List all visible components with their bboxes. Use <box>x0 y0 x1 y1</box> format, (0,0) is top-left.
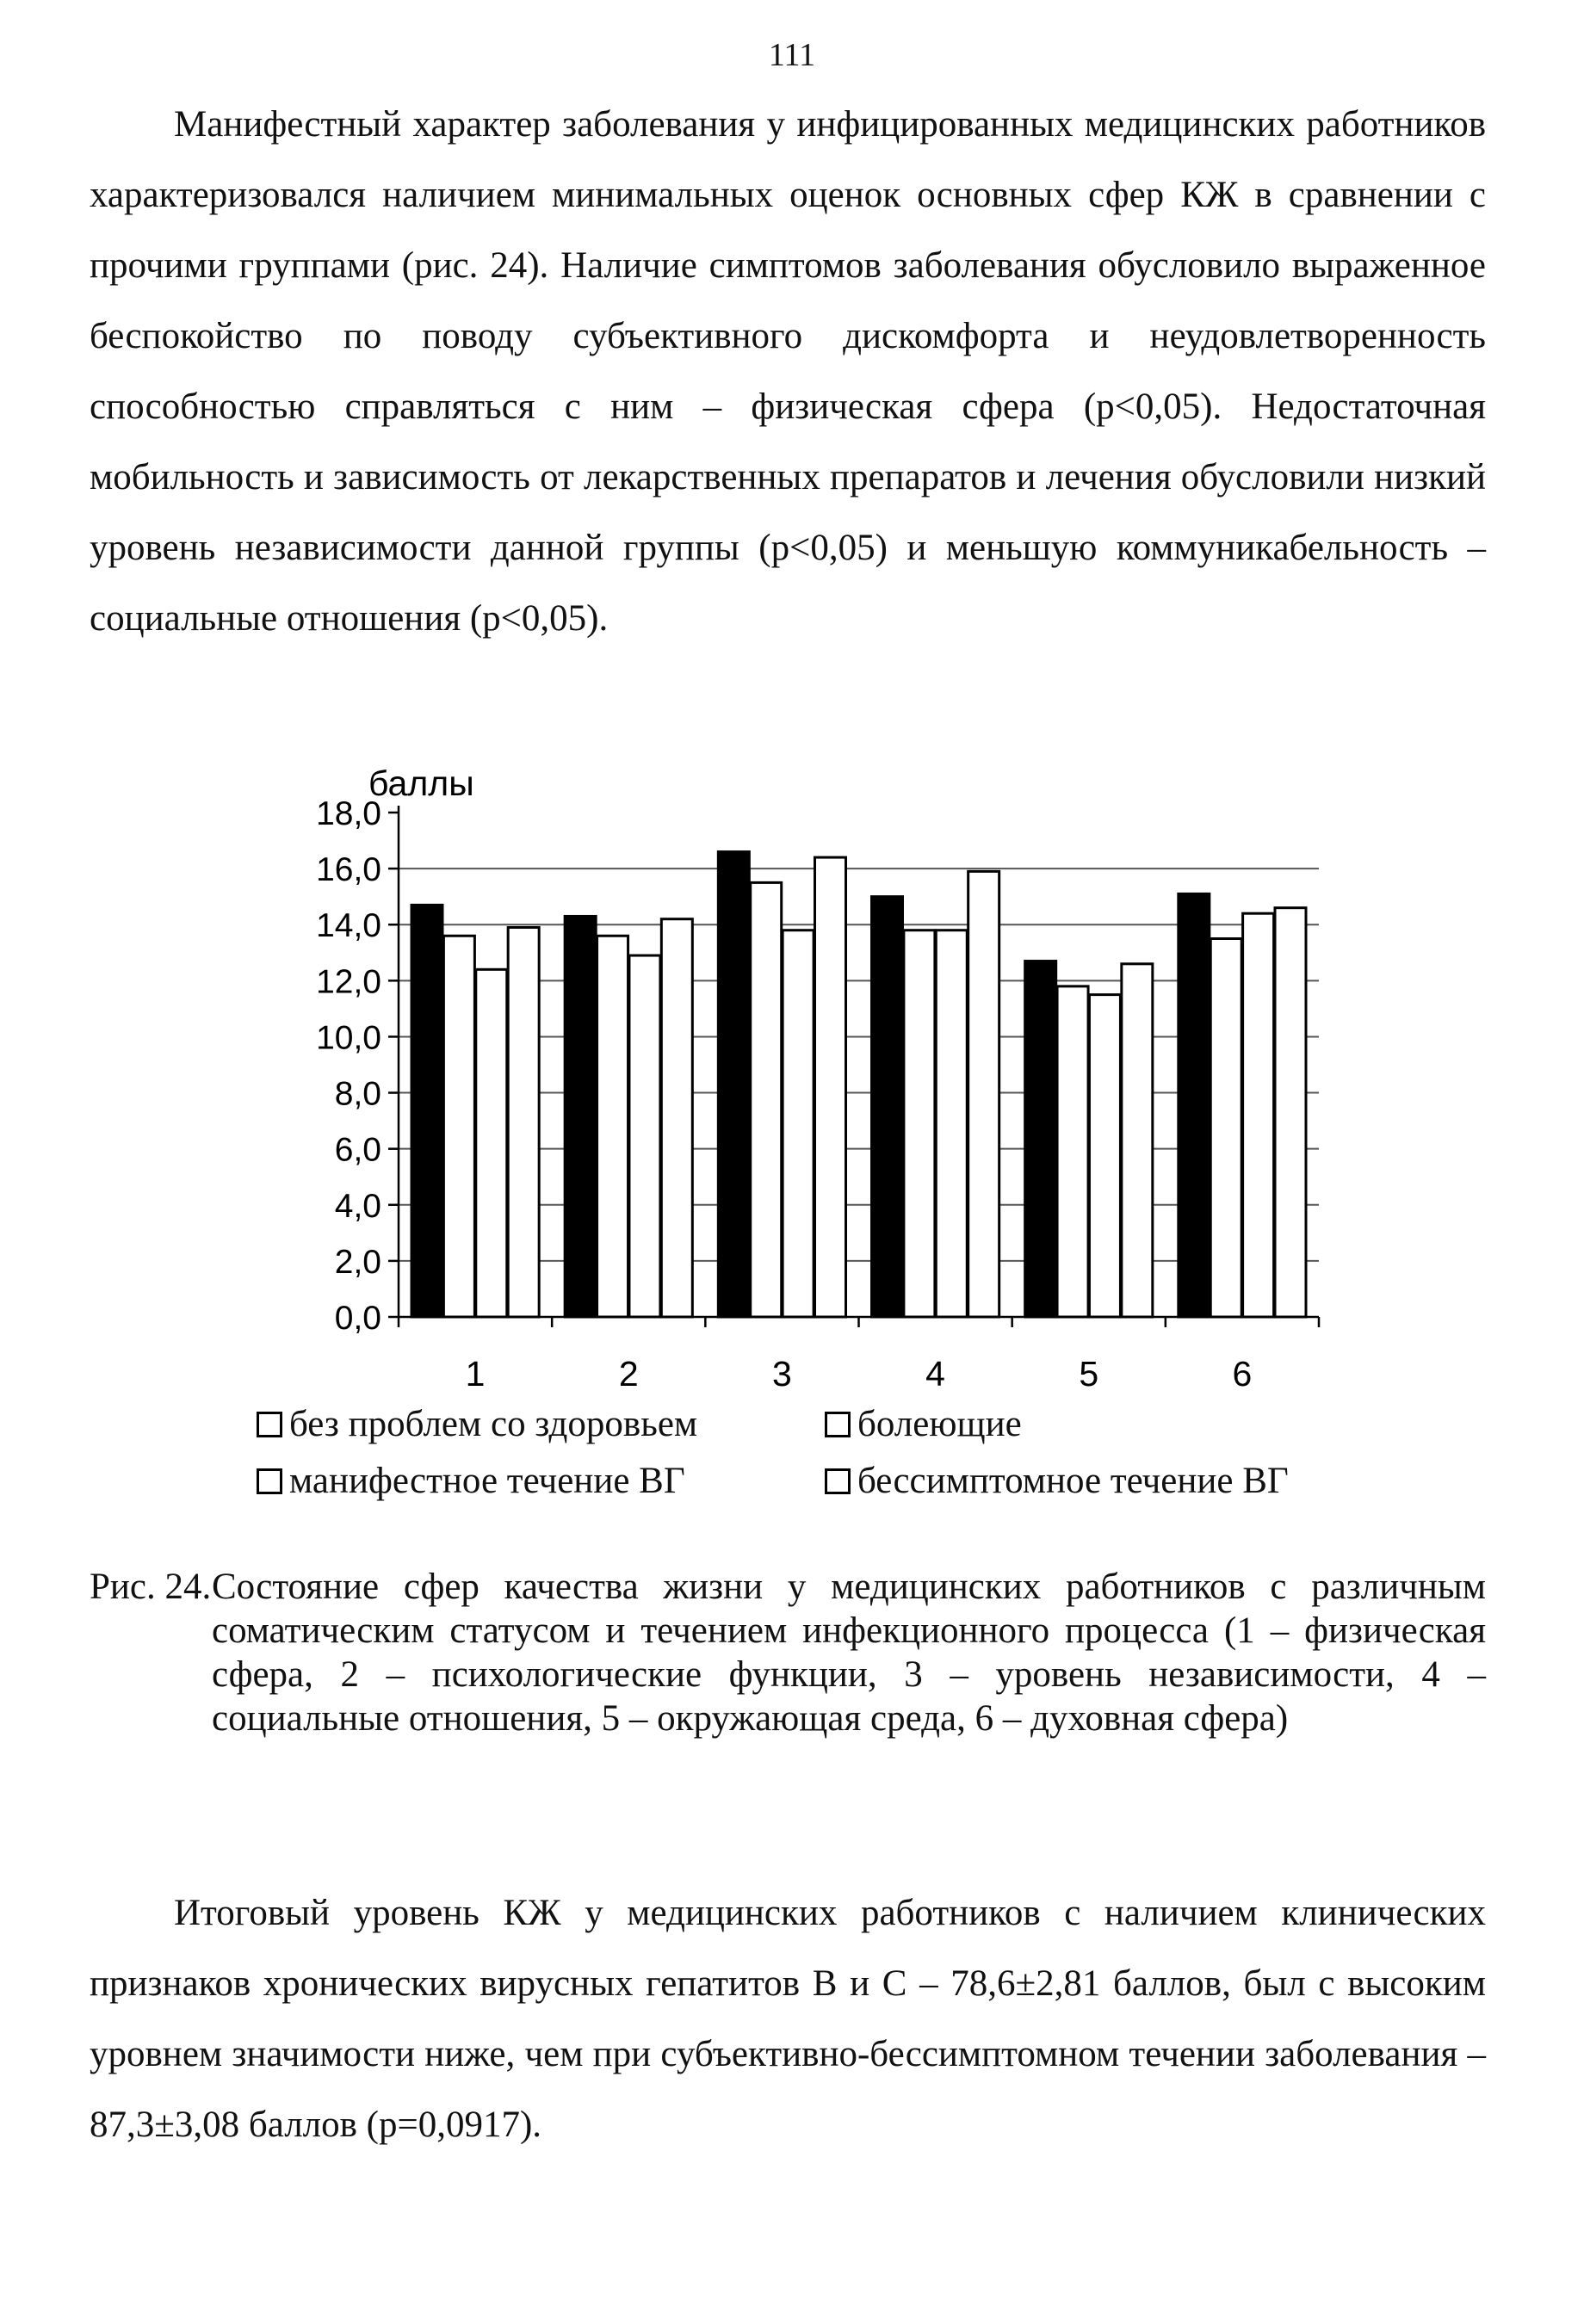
legend-label: манифестное течение ВГ <box>289 1461 685 1501</box>
legend-swatch-white <box>257 1468 282 1494</box>
page-number: 111 <box>768 37 816 73</box>
y-tick-label: 4,0 <box>334 1187 381 1225</box>
y-tick-label: 16,0 <box>316 851 381 889</box>
chart-svg <box>0 757 1584 1532</box>
bar-series-2-cat-1 <box>476 969 507 1317</box>
y-tick-label: 14,0 <box>316 907 381 945</box>
bar-series-2-cat-4 <box>936 930 967 1317</box>
x-tick-label: 6 <box>1232 1354 1253 1394</box>
legend-item-no-health-problems <box>257 1406 697 1443</box>
bar-series-1-cat-1 <box>443 936 474 1317</box>
y-tick-label: 8,0 <box>334 1075 381 1113</box>
legend-item-asymptomatic <box>825 1462 1289 1499</box>
bar-series-2-cat-3 <box>783 930 814 1317</box>
y-axis-unit-label: баллы <box>368 763 474 803</box>
x-tick-label: 5 <box>1079 1354 1099 1394</box>
bar-series-0-cat-3 <box>718 852 749 1317</box>
paragraph-conclusion <box>90 1878 1486 2160</box>
figure-label: Рис. 24. <box>90 1567 212 1607</box>
legend-label: без проблем со здоровьем <box>289 1404 698 1444</box>
bar-series-0-cat-4 <box>872 897 903 1317</box>
legend-item-manifest <box>257 1462 685 1499</box>
y-tick-label: 12,0 <box>316 963 381 1001</box>
x-tick-label: 2 <box>618 1354 639 1394</box>
legend-swatch-white <box>825 1412 851 1437</box>
bar-series-1-cat-5 <box>1057 986 1088 1317</box>
x-tick-label: 3 <box>772 1354 792 1394</box>
x-tick-label: 1 <box>465 1354 486 1394</box>
legend-swatch-white <box>825 1468 851 1494</box>
legend-label: болеющие <box>857 1404 1022 1444</box>
y-tick-label: 10,0 <box>316 1019 381 1057</box>
bar-chart <box>0 757 1584 1532</box>
legend-label: бессимптомное течение ВГ <box>857 1461 1289 1501</box>
bar-series-3-cat-3 <box>815 857 846 1317</box>
y-tick-label: 0,0 <box>334 1300 381 1337</box>
bar-series-1-cat-6 <box>1210 939 1241 1318</box>
bar-series-0-cat-5 <box>1025 961 1056 1317</box>
bar-series-3-cat-6 <box>1275 908 1306 1317</box>
legend-swatch-black <box>257 1412 282 1437</box>
bar-series-0-cat-2 <box>565 916 596 1317</box>
bar-series-0-cat-1 <box>411 905 442 1317</box>
paragraph-conclusion-text: Итоговый уровень КЖ у медицинских работников с наличием клинических признаков хронических вирусных гепатитов В и С – 78,6±2,81 баллов, был с высоким уровнем значимости ниже, чем при субъективно-бессимптомном течении заболевания – 87,3±3,08 баллов (р=0,0917). <box>90 1893 1486 2145</box>
bar-series-2-cat-5 <box>1089 995 1120 1317</box>
paragraph-intro-text: Манифестный характер заболевания у инфицированных медицинских работников характеризовался наличием минимальных оценок основных сфер КЖ в сравнении с прочими группами (рис. 24). Наличие симптомов заболевания обусловило выраженное беспокойство по поводу субъективного дискомфорта и неудовлетворенность способностью справляться с ним – физическая сфера (р<0,05). Недостаточная мобильность и зависимость от лекарственных препаратов и лечения обусловили низкий уровень независимости данной группы (р<0,05) и меньшую коммуникабельность – социальные отношения (р<0,05). <box>90 104 1486 639</box>
paragraph-intro <box>90 90 1486 654</box>
bar-series-3-cat-1 <box>508 927 539 1317</box>
bar-series-3-cat-5 <box>1122 964 1153 1317</box>
bar-series-0-cat-6 <box>1179 893 1210 1317</box>
bar-series-1-cat-2 <box>597 936 628 1317</box>
bar-series-1-cat-4 <box>904 930 935 1317</box>
y-tick-label: 18,0 <box>316 795 381 832</box>
bar-series-2-cat-6 <box>1243 913 1274 1317</box>
y-tick-label: 2,0 <box>334 1243 381 1281</box>
figure-caption-text: Состояние сфер качества жизни у медицинских работников с различным соматическим статусом и течением инфекционного процесса (1 – физическая сфера, 2 – психологические функции, 3 – уровень независимости, 4 – социальные отношения, 5 – окружающая среда, 6 – духовная сфера) <box>212 1567 1486 1739</box>
bar-series-3-cat-2 <box>661 919 692 1317</box>
legend-item-ill <box>825 1406 1022 1443</box>
x-tick-label: 4 <box>925 1354 945 1394</box>
y-tick-label: 6,0 <box>334 1131 381 1169</box>
bar-series-1-cat-3 <box>751 882 782 1317</box>
bar-series-2-cat-2 <box>629 955 660 1317</box>
bar-series-3-cat-4 <box>968 871 999 1317</box>
